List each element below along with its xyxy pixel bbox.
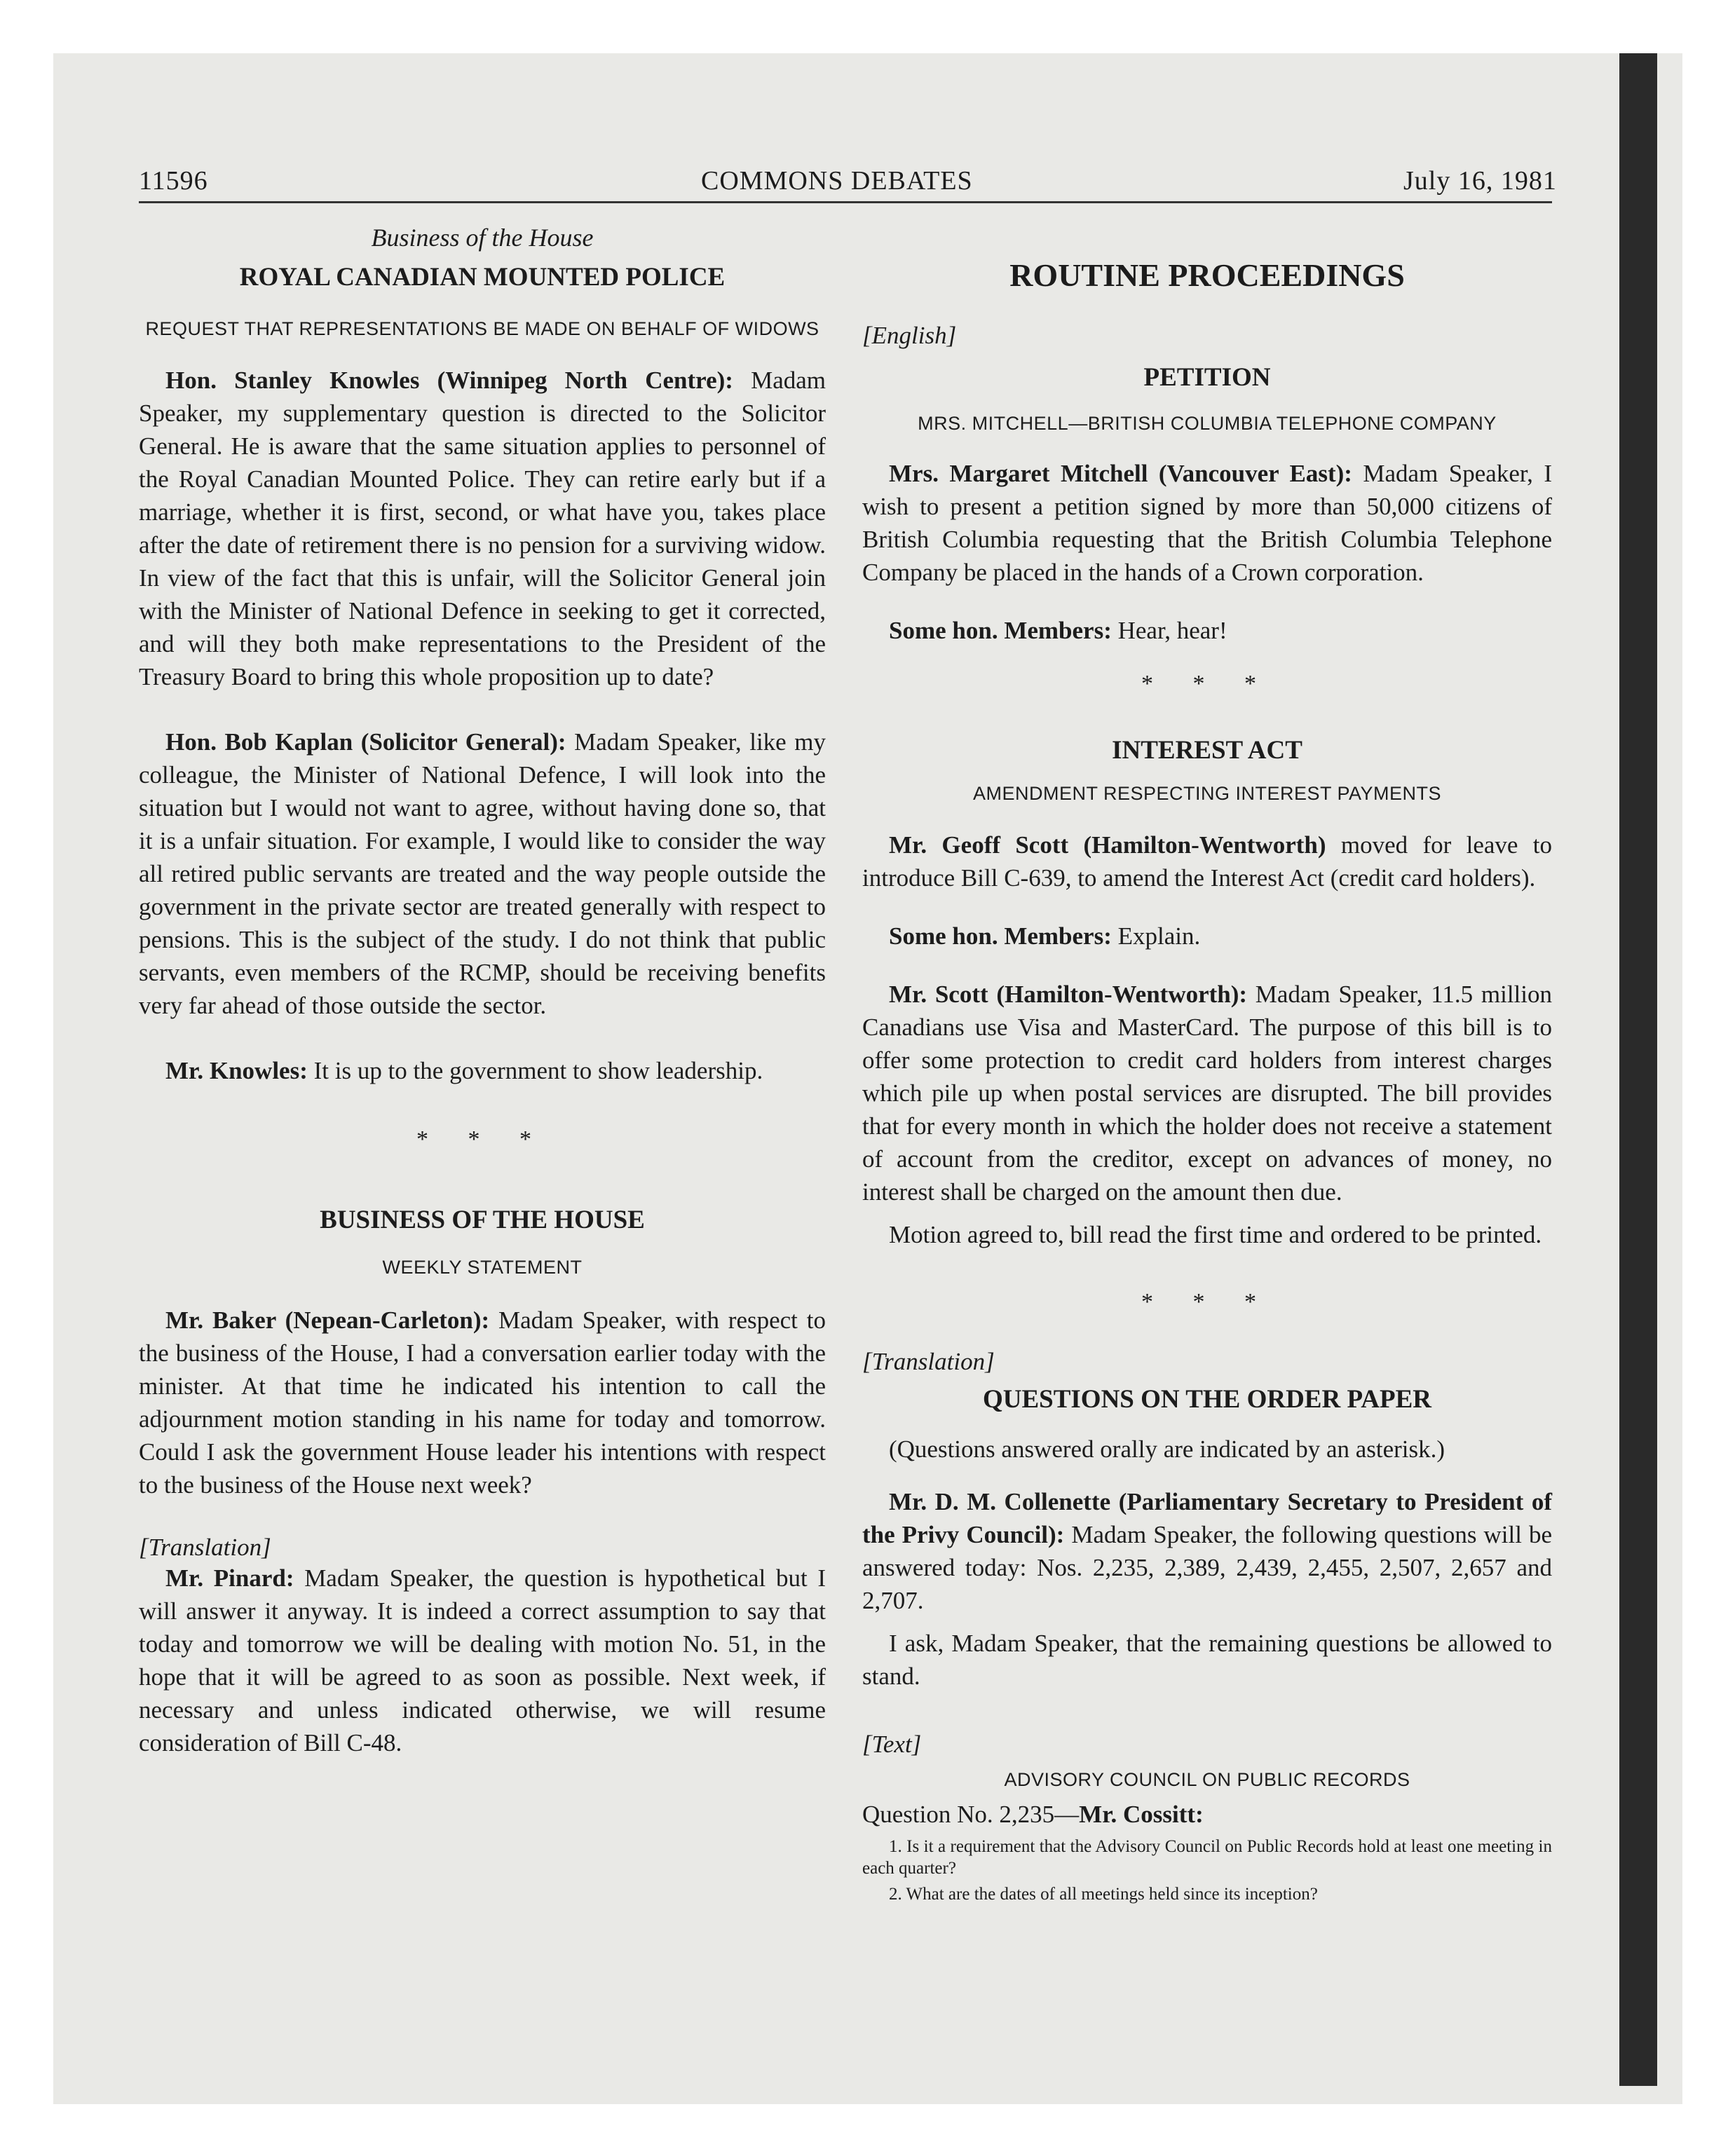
questions-note: (Questions answered orally are indicated by an asterisk.) — [889, 1435, 1445, 1463]
speech-knowles-2 — [139, 1054, 826, 1087]
left-column — [139, 223, 826, 1759]
subheading-interest: AMENDMENT RESPECTING INTEREST PAYMENTS — [972, 783, 1442, 804]
text-label: [Text] — [862, 1731, 922, 1758]
speaker-name: Mr. Pinard: — [165, 1564, 294, 1592]
speech-pinard — [139, 1562, 826, 1759]
subheading-widows: REQUEST THAT REPRESENTATIONS BE MADE ON BEHALF OF WIDOWS — [145, 318, 819, 339]
speech-baker — [139, 1304, 826, 1501]
section-divider: * * * — [1141, 1289, 1273, 1315]
subheading-weekly: WEEKLY STATEMENT — [382, 1257, 583, 1278]
speaker-name: Some hon. Members: — [889, 617, 1112, 644]
speech-scott-motion — [862, 828, 1552, 894]
speaker-name: Mr. Geoff Scott (Hamilton-Wentworth) — [889, 831, 1326, 859]
speech-text: Explain. — [1111, 922, 1201, 950]
speech-knowles — [139, 364, 826, 693]
subheading-petition: MRS. MITCHELL—BRITISH COLUMBIA TELEPHONE COMPANY — [918, 413, 1497, 434]
right-column — [862, 223, 1552, 1905]
speaker-name: Hon. Stanley Knowles (Winnipeg North Centre): — [165, 367, 733, 394]
question-asker: Mr. Cossitt: — [1079, 1801, 1204, 1828]
speaker-name: Mr. Baker (Nepean-Carleton): — [165, 1306, 490, 1334]
speaker-name: Mrs. Margaret Mitchell (Vancouver East): — [889, 460, 1352, 487]
page-title: COMMONS DEBATES — [701, 166, 973, 196]
speaker-name: Some hon. Members: — [889, 922, 1112, 950]
speech-text: Madam Speaker, 11.5 million Canadians use Visa and MasterCard. The purpose of this bill is to offer some protection to credit card holders from interest charges which pile up when postal services are disrupted. The bill provides that for every month in which the holder does not receive a statement of account from the creditor, except on advances of money, no interest shall be charged on the amount then due. — [862, 981, 1552, 1206]
speech-kaplan — [139, 725, 826, 1022]
speech-text: moved for leave to introduce Bill C-639, to amend the Interest Act (credit card holders). — [862, 831, 1552, 892]
english-label: [English] — [862, 322, 957, 349]
speech-mitchell — [862, 457, 1552, 589]
heading-routine: ROUTINE PROCEEDINGS — [1009, 257, 1405, 293]
subheading-advisory: ADVISORY COUNCIL ON PUBLIC RECORDS — [1004, 1769, 1410, 1790]
question-item-1: 1. Is it a requirement that the Advisory Council on Public Records hold at least one meeting in each quarter? — [862, 1837, 1552, 1878]
speech-members — [862, 614, 1552, 647]
speech-text: Madam Speaker, I wish to present a petition signed by more than 50,000 citizens of British Columbia requesting that the British Columbia Telephone Company be placed in the hands of a Crown corporation. — [862, 460, 1552, 586]
speech-collenette — [862, 1485, 1552, 1617]
speaker-name: Hon. Bob Kaplan (Solicitor General): — [165, 728, 566, 756]
speech-members-2 — [862, 920, 1552, 953]
speech-scott — [862, 978, 1552, 1208]
section-label: Business of the House — [371, 224, 594, 252]
speaker-name: Mr. Scott (Hamilton-Wentworth): — [889, 981, 1248, 1008]
heading-rcmp: ROYAL CANADIAN MOUNTED POLICE — [239, 263, 726, 292]
question-number — [862, 1801, 1552, 1829]
translation-label: [Translation] — [862, 1348, 995, 1375]
page-date: July 16, 1981 — [1403, 166, 1557, 196]
scan-edge-shadow — [1619, 53, 1657, 2086]
section-divider: * * * — [1141, 671, 1273, 697]
speech-text: It is up to the government to show leadership. — [307, 1057, 763, 1084]
page-number: 11596 — [139, 166, 208, 196]
translation-label: [Translation] — [139, 1534, 271, 1561]
remaining-questions: I ask, Madam Speaker, that the remaining questions be allowed to stand. — [862, 1630, 1552, 1690]
speaker-name: Mr. D. M. Collenette (Parliamentary Secretary to President of the Privy Council): — [862, 1488, 1552, 1548]
heading-questions: QUESTIONS ON THE ORDER PAPER — [982, 1385, 1432, 1414]
motion-agreed: Motion agreed to, bill read the first time and ordered to be printed. — [889, 1221, 1542, 1248]
speech-text: Madam Speaker, with respect to the business of the House, I had a conversation earlier today with the minister. At that time he indicated his intention to call the adjournment motion standing in his name for today and tomorrow. Could I ask the government House leader his intentions with respect to the business of the House next week? — [139, 1306, 826, 1499]
speech-text: Madam Speaker, the question is hypothetical but I will answer it anyway. It is indeed a correct assumption to say that today and tomorrow we will be dealing with motion No. 51, in the hope that it will be agreed to as soon as possible. Next week, if necessary and unless indicated otherwise, we will resume consideration of Bill C-48. — [139, 1564, 826, 1756]
speaker-name: Mr. Knowles: — [165, 1057, 308, 1084]
question-prefix: Question No. 2,235— — [862, 1801, 1080, 1828]
question-item-2: 2. What are the dates of all meetings held since its inception? — [889, 1885, 1318, 1904]
heading-petition: PETITION — [1143, 363, 1271, 392]
heading-interest: INTEREST ACT — [1112, 736, 1302, 765]
heading-business: BUSINESS OF THE HOUSE — [320, 1206, 645, 1234]
speech-text: Hear, hear! — [1111, 617, 1227, 644]
header-rule — [139, 201, 1552, 203]
speech-text: Madam Speaker, the following questions will be answered today: Nos. 2,235, 2,389, 2,439, 2,455, 2,507, 2,657 and 2,707. — [862, 1521, 1552, 1614]
section-divider: * * * — [416, 1126, 548, 1152]
speech-text: Madam Speaker, my supplementary question is directed to the Solicitor General. He is aware that the same situation applies to personnel of the Royal Canadian Mounted Police. They can retire early but if a marriage, whether it is first, second, or what have you, takes place after the date of retirement there is no pension for a surviving widow. In view of the fact that this is unfair, will the Solicitor General join with the Minister of National Defence in seeking to get it corrected, and will they both make representations to the President of the Treasury Board to bring this whole proposition up to date? — [139, 367, 826, 690]
speech-text: Madam Speaker, like my colleague, the Minister of National Defence, I will look into the situation but I would not want to agree, without having done so, that it is a unfair situation. For example, I would like to consider the way all retired public servants are treated and the way people outside the government in the private sector are treated generally with respect to pensions. This is the subject of the study. I do not think that public servants, even members of the RCMP, should be receiving benefits very far ahead of those outside the sector. — [139, 728, 826, 1019]
